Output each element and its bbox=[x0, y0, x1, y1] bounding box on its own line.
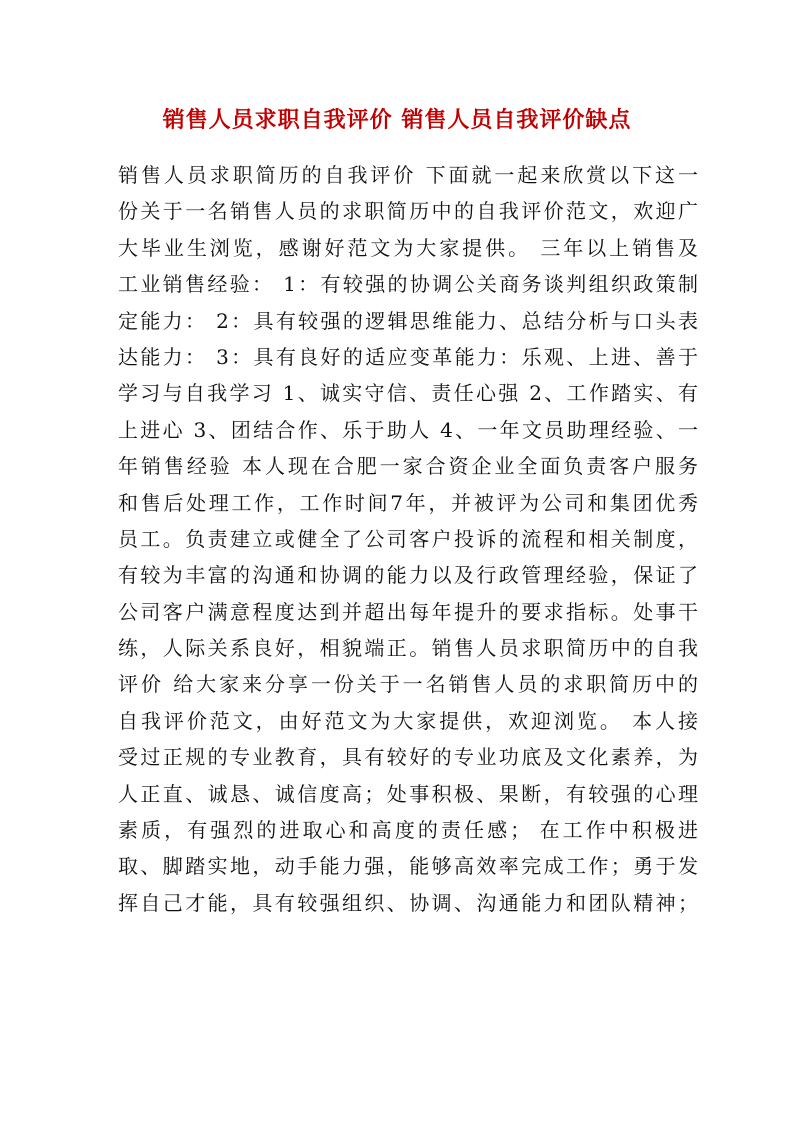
body-line: 工业销售经验： 1：有较强的协调公关商务谈判组织政策制 bbox=[118, 272, 698, 297]
body-line: 份关于一名销售人员的求职简历中的自我评价范文，欢迎广 bbox=[118, 199, 698, 224]
body-line: 取、脚踏实地，动手能力强，能够高效率完成工作；勇于发 bbox=[118, 854, 698, 879]
body-line: 有较为丰富的沟通和协调的能力以及行政管理经验，保证了 bbox=[118, 563, 698, 588]
body-line: 达能力： 3：具有良好的适应变革能力：乐观、上进、善于 bbox=[118, 344, 698, 369]
body-line: 挥自己才能，具有较强组织、协调、沟通能力和团队精神； bbox=[118, 890, 698, 915]
body-line: 受过正规的专业教育，具有较好的专业功底及文化素养，为 bbox=[118, 745, 698, 770]
body-line: 定能力： 2：具有较强的逻辑思维能力、总结分析与口头表 bbox=[118, 308, 698, 333]
body-line: 素质，有强烈的进取心和高度的责任感； 在工作中积极进 bbox=[118, 818, 698, 843]
body-line: 公司客户满意程度达到并超出每年提升的要求指标。处事干 bbox=[118, 599, 698, 624]
body-line: 上进心 3、团结合作、乐于助人 4、一年文员助理经验、一 bbox=[118, 417, 698, 442]
document-title: 销售人员求职自我评价 销售人员自我评价缺点 bbox=[162, 107, 632, 133]
body-line: 年销售经验 本人现在合肥一家合资企业全面负责客户服务 bbox=[118, 454, 698, 479]
body-line: 销售人员求职简历的自我评价 下面就一起来欣赏以下这一 bbox=[118, 163, 698, 187]
body-line: 练，人际关系良好，相貌端正。销售人员求职简历中的自我 bbox=[118, 636, 698, 661]
body-line: 自我评价范文，由好范文为大家提供，欢迎浏览。 本人接 bbox=[118, 708, 698, 733]
body-line: 评价 给大家来分享一份关于一名销售人员的求职简历中的 bbox=[118, 672, 698, 697]
body-line: 大毕业生浏览，感谢好范文为大家提供。 三年以上销售及 bbox=[118, 235, 698, 260]
body-line: 员工。负责建立或健全了公司客户投诉的流程和相关制度， bbox=[118, 526, 698, 551]
body-line: 和售后处理工作，工作时间7年，并被评为公司和集团优秀 bbox=[118, 490, 698, 515]
body-line: 学习与自我学习 1、诚实守信、责任心强 2、工作踏实、有 bbox=[118, 381, 698, 406]
body-line: 人正直、诚恳、诚信度高；处事积极、果断，有较强的心理 bbox=[118, 781, 698, 806]
document-body bbox=[118, 157, 698, 921]
